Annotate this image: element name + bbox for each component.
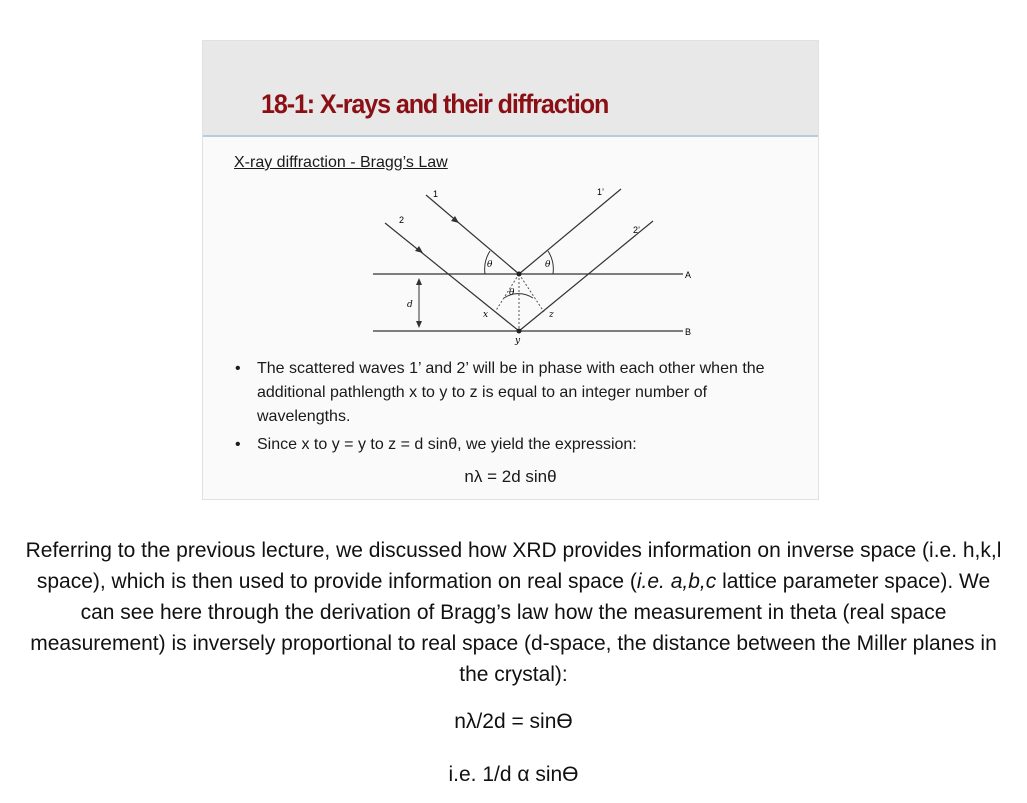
slide-header bbox=[203, 41, 818, 137]
theta-label-right: θ bbox=[545, 260, 551, 270]
ray-label-2-prime: 2’ bbox=[633, 225, 641, 235]
x-dotted-line bbox=[495, 274, 519, 312]
ray-2-prime-line bbox=[519, 221, 653, 331]
ray-label-1-prime: 1’ bbox=[597, 187, 605, 197]
paragraph-italic: i.e. a,b,c bbox=[636, 570, 717, 593]
bullet-item: • The scattered waves 1’ and 2’ will be in phase with each other when the additional pathlength x to y to z is equal to an integer number of wavelengths. bbox=[235, 360, 765, 425]
ray-label-1: 1 bbox=[433, 189, 439, 199]
plane-label-b: B bbox=[685, 327, 692, 337]
equation-1: nλ/2d = sinϴ bbox=[454, 710, 573, 733]
paragraph-part-2: lattice parameter space). We can see here through the derivation of Bragg’s law how the measurement in theta (real space measurement) is inversely proportional to real space (d-space, the distance between the Miller planes in the crystal): bbox=[30, 570, 997, 686]
spacing-label-d: d bbox=[407, 300, 413, 310]
ray-1-prime-line bbox=[519, 189, 621, 274]
point-y bbox=[517, 329, 522, 334]
theta-label-center: θ bbox=[509, 288, 515, 298]
plane-label-a: A bbox=[685, 270, 692, 280]
z-dotted-line bbox=[519, 274, 544, 312]
paragraph-part-1: Referring to the previous lecture, we discussed how XRD provides information on inverse space (i.e. h,k,l space), which is then used to provide information on real space ( bbox=[25, 539, 1002, 593]
slide-subtitle: X-ray diffraction - Bragg’s Law bbox=[234, 154, 448, 171]
scatter-point bbox=[517, 272, 522, 277]
point-label-z: z bbox=[549, 310, 554, 320]
equation-2: i.e. 1/d α sinϴ bbox=[448, 763, 579, 786]
theta-label-left: θ bbox=[487, 260, 493, 270]
ray-1-line bbox=[426, 195, 519, 274]
point-label-x: x bbox=[483, 310, 489, 320]
slide-bullet-list bbox=[231, 357, 801, 461]
ray-2-arrow bbox=[415, 246, 423, 253]
ray-label-2: 2 bbox=[399, 215, 405, 225]
lecture-slide bbox=[202, 40, 819, 500]
bragg-diagram bbox=[363, 181, 703, 351]
bullet-item: • Since x to y = y to z = d sinθ, we yield the expression: bbox=[235, 436, 637, 453]
bullet-text: The scattered waves 1’ and 2’ will be in phase with each other when the additional pathlength x to y to z is equal to an integer number of wavelengths. bbox=[257, 360, 765, 425]
point-label-y: y bbox=[515, 336, 521, 346]
ray-2-line bbox=[385, 223, 519, 331]
body-paragraph bbox=[20, 535, 1007, 690]
bullet-text: Since x to y = y to z = d sinθ, we yield the expression: bbox=[257, 436, 637, 453]
slide-title: 18-1: X-rays and their diffraction bbox=[261, 89, 609, 119]
slide-equation: nλ = 2d sinθ bbox=[464, 467, 557, 486]
